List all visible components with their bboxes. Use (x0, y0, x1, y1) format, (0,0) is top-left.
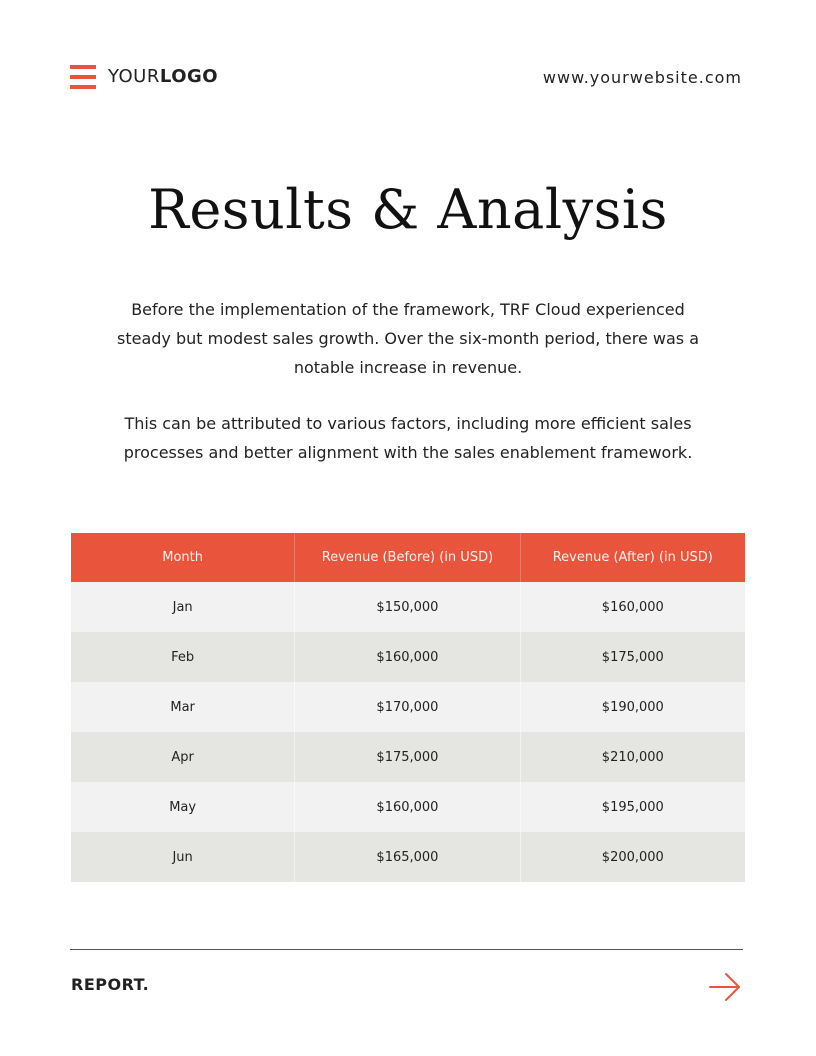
cell-revenue-after: $160,000 (521, 582, 745, 632)
cell-month: Mar (71, 682, 295, 732)
header-revenue-after: Revenue (After) (in USD) (521, 533, 745, 582)
footer-label: REPORT. (71, 975, 150, 994)
cell-revenue-after: $175,000 (521, 632, 745, 682)
logo-text-light: YOUR (108, 66, 160, 87)
arrow-right-icon[interactable] (708, 971, 742, 1003)
cell-revenue-after: $210,000 (521, 732, 745, 782)
table-header-row (71, 533, 745, 582)
logo-text (108, 64, 218, 90)
logo-text-bold: LOGO (159, 66, 219, 87)
cell-month: Apr (71, 732, 295, 782)
cell-revenue-after: $195,000 (521, 782, 745, 832)
cell-revenue-before: $175,000 (295, 732, 520, 782)
cell-revenue-before: $170,000 (295, 682, 520, 732)
intro-paragraph: Before the implementation of the framework, TRF Cloud experienced steady but modest sales growth. Over the six-month period, there was a notable increase in revenue. (116, 300, 699, 377)
cell-month: Feb (71, 632, 295, 682)
cell-revenue-before: $165,000 (295, 832, 520, 882)
cell-revenue-after: $200,000 (521, 832, 745, 882)
revenue-table (71, 533, 745, 882)
website-link[interactable]: www.yourwebsite.com (542, 68, 742, 87)
table-row (71, 832, 745, 882)
header-revenue-before: Revenue (Before) (in USD) (295, 533, 520, 582)
cell-revenue-before: $160,000 (295, 782, 520, 832)
table-row (71, 782, 745, 832)
cell-month: May (71, 782, 295, 832)
cell-revenue-before: $160,000 (295, 632, 520, 682)
table-row (71, 682, 745, 732)
table-row (71, 582, 745, 632)
header-month: Month (71, 533, 295, 582)
page-title: Results & Analysis (148, 178, 668, 241)
logo (70, 64, 218, 90)
menu-bars-icon (70, 64, 96, 90)
cell-month: Jun (71, 832, 295, 882)
cell-revenue-before: $150,000 (295, 582, 520, 632)
table-row (71, 732, 745, 782)
attribution-paragraph: This can be attributed to various factors, including more efficient sales processes and better alignment with the sales enablement framework. (123, 414, 693, 462)
cell-month: Jan (71, 582, 295, 632)
table-row (71, 632, 745, 682)
cell-revenue-after: $190,000 (521, 682, 745, 732)
footer-divider (70, 949, 743, 950)
